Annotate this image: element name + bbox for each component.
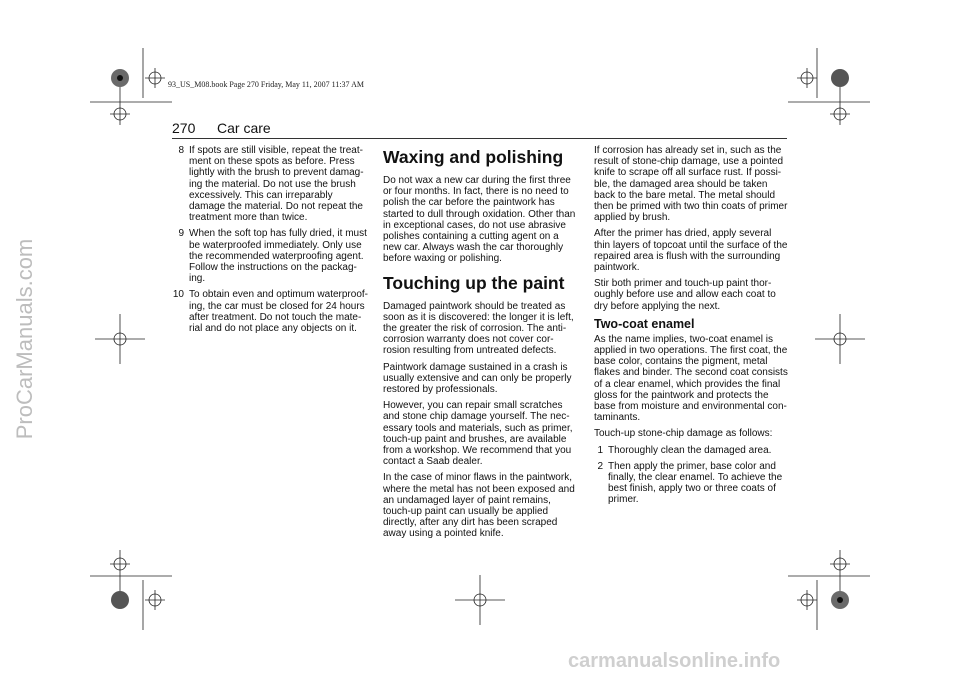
page-number: 270 [172, 120, 196, 136]
list-item-number: 8 [178, 145, 184, 156]
site-watermark: carmanualsonline.info [568, 650, 781, 672]
list-item-number: 9 [178, 228, 184, 240]
heading-two-coat-enamel: Two-coat enamel [594, 316, 695, 331]
paragraph: Do not wax a new car during the first three or four months. In fact, there is no need to polish the car before the paintwork has started to dull through oxidation. Other than in exceptional cases, do not use abrasive polishes containing a cutting agent on a new car. Always wash the car thoroughly before waxing or polishing. [383, 175, 576, 265]
sidebar-watermark [10, 0, 40, 678]
book-file-line: 93_US_M08.book Page 270 Friday, May 11, 2007 11:37 AM [168, 80, 364, 89]
list-item [172, 145, 368, 223]
column-left [172, 145, 368, 339]
list-item-number: 10 [172, 289, 184, 301]
list-item [594, 461, 790, 506]
list-item-number: 2 [597, 460, 603, 472]
list-item-text: To obtain even and optimum waterproof-ing, the car must be closed for 24 hours after treatment. Do not touch the mate-rial and do not place any objects on it. [189, 289, 368, 335]
list-item-text: If spots are still visible, repeat the treat-ment on these spots as before. Press lightly with the brush to prevent damag-ing the material. Do not use the brush excessively. This can irreparably damage the material. Do not repeat the treatment more than twice. [189, 145, 364, 224]
heading-waxing-polishing: Waxing and polishing [383, 147, 564, 167]
paragraph: After the primer has dried, apply several thin layers of topcoat until the surface of the repaired area is flush with the surrounding paintwork. [594, 228, 788, 274]
list-item [172, 289, 368, 334]
paragraph: Stir both primer and touch-up paint thor-oughly before use and allow each coat to dry before applying the next. [594, 278, 776, 312]
list-item-text: Then apply the primer, base color and finally, the clear enamel. To achieve the best finish, apply two or three coats of primer. [608, 460, 783, 506]
sidebar-watermark-text: ProCarManuals.com [12, 238, 37, 440]
paragraph: As the name implies, two-coat enamel is applied in two operations. The first coat, the base color, contains the pigment, metal flakes and binder. The second coat consists of a clear enamel, which provides the final gloss for the paintwork and protects the base from moisture and environmental con-taminants. [594, 333, 788, 424]
paragraph: However, you can repair small scratches and stone chip damage yourself. The nec-essary tools and materials, such as primer, touch-up paint and brushes, are available from a workshop. We recommend that you contact a Saab dealer. [383, 400, 573, 468]
column-middle [383, 145, 579, 545]
list-item-text: Thoroughly clean the damaged area. [608, 444, 772, 456]
list-item [172, 228, 368, 284]
list-item [594, 445, 790, 456]
paragraph: Touch-up stone-chip damage as follows: [594, 428, 773, 440]
paragraph: If corrosion has already set in, such as the result of stone-chip damage, use a pointed knife to scrape off all surface rust. If possi-ble, the damaged area should be taken back to the bare metal. The metal should then be primed with two thin coats of primer applied by brush. [594, 145, 788, 224]
paragraph: Paintwork damage sustained in a crash is usually extensive and can only be properly restored by professionals. [383, 361, 572, 396]
heading-touching-up-paint: Touching up the paint [383, 272, 565, 293]
column-right [594, 145, 790, 511]
list-item-text: When the soft top has fully dried, it must be waterproofed immediately. Only use the recommended waterproofing agent. Follow the instructions on the packag-ing. [189, 228, 367, 285]
paragraph: Damaged paintwork should be treated as soon as it is discovered: the longer it is left, the greater the risk of corrosion. The anti-corrosion warranty does not cover cor-rosion resulting from untreated defects. [383, 300, 574, 357]
paragraph: In the case of minor flaws in the paintwork, where the metal has not been exposed and an undamaged layer of paint remains, touch-up paint can usually be applied directly, after any dirt has been scraped away using a pointed knife. [383, 472, 575, 540]
section-title: Car care [217, 120, 271, 136]
header-rule [172, 138, 787, 139]
list-item-number: 1 [597, 444, 603, 456]
